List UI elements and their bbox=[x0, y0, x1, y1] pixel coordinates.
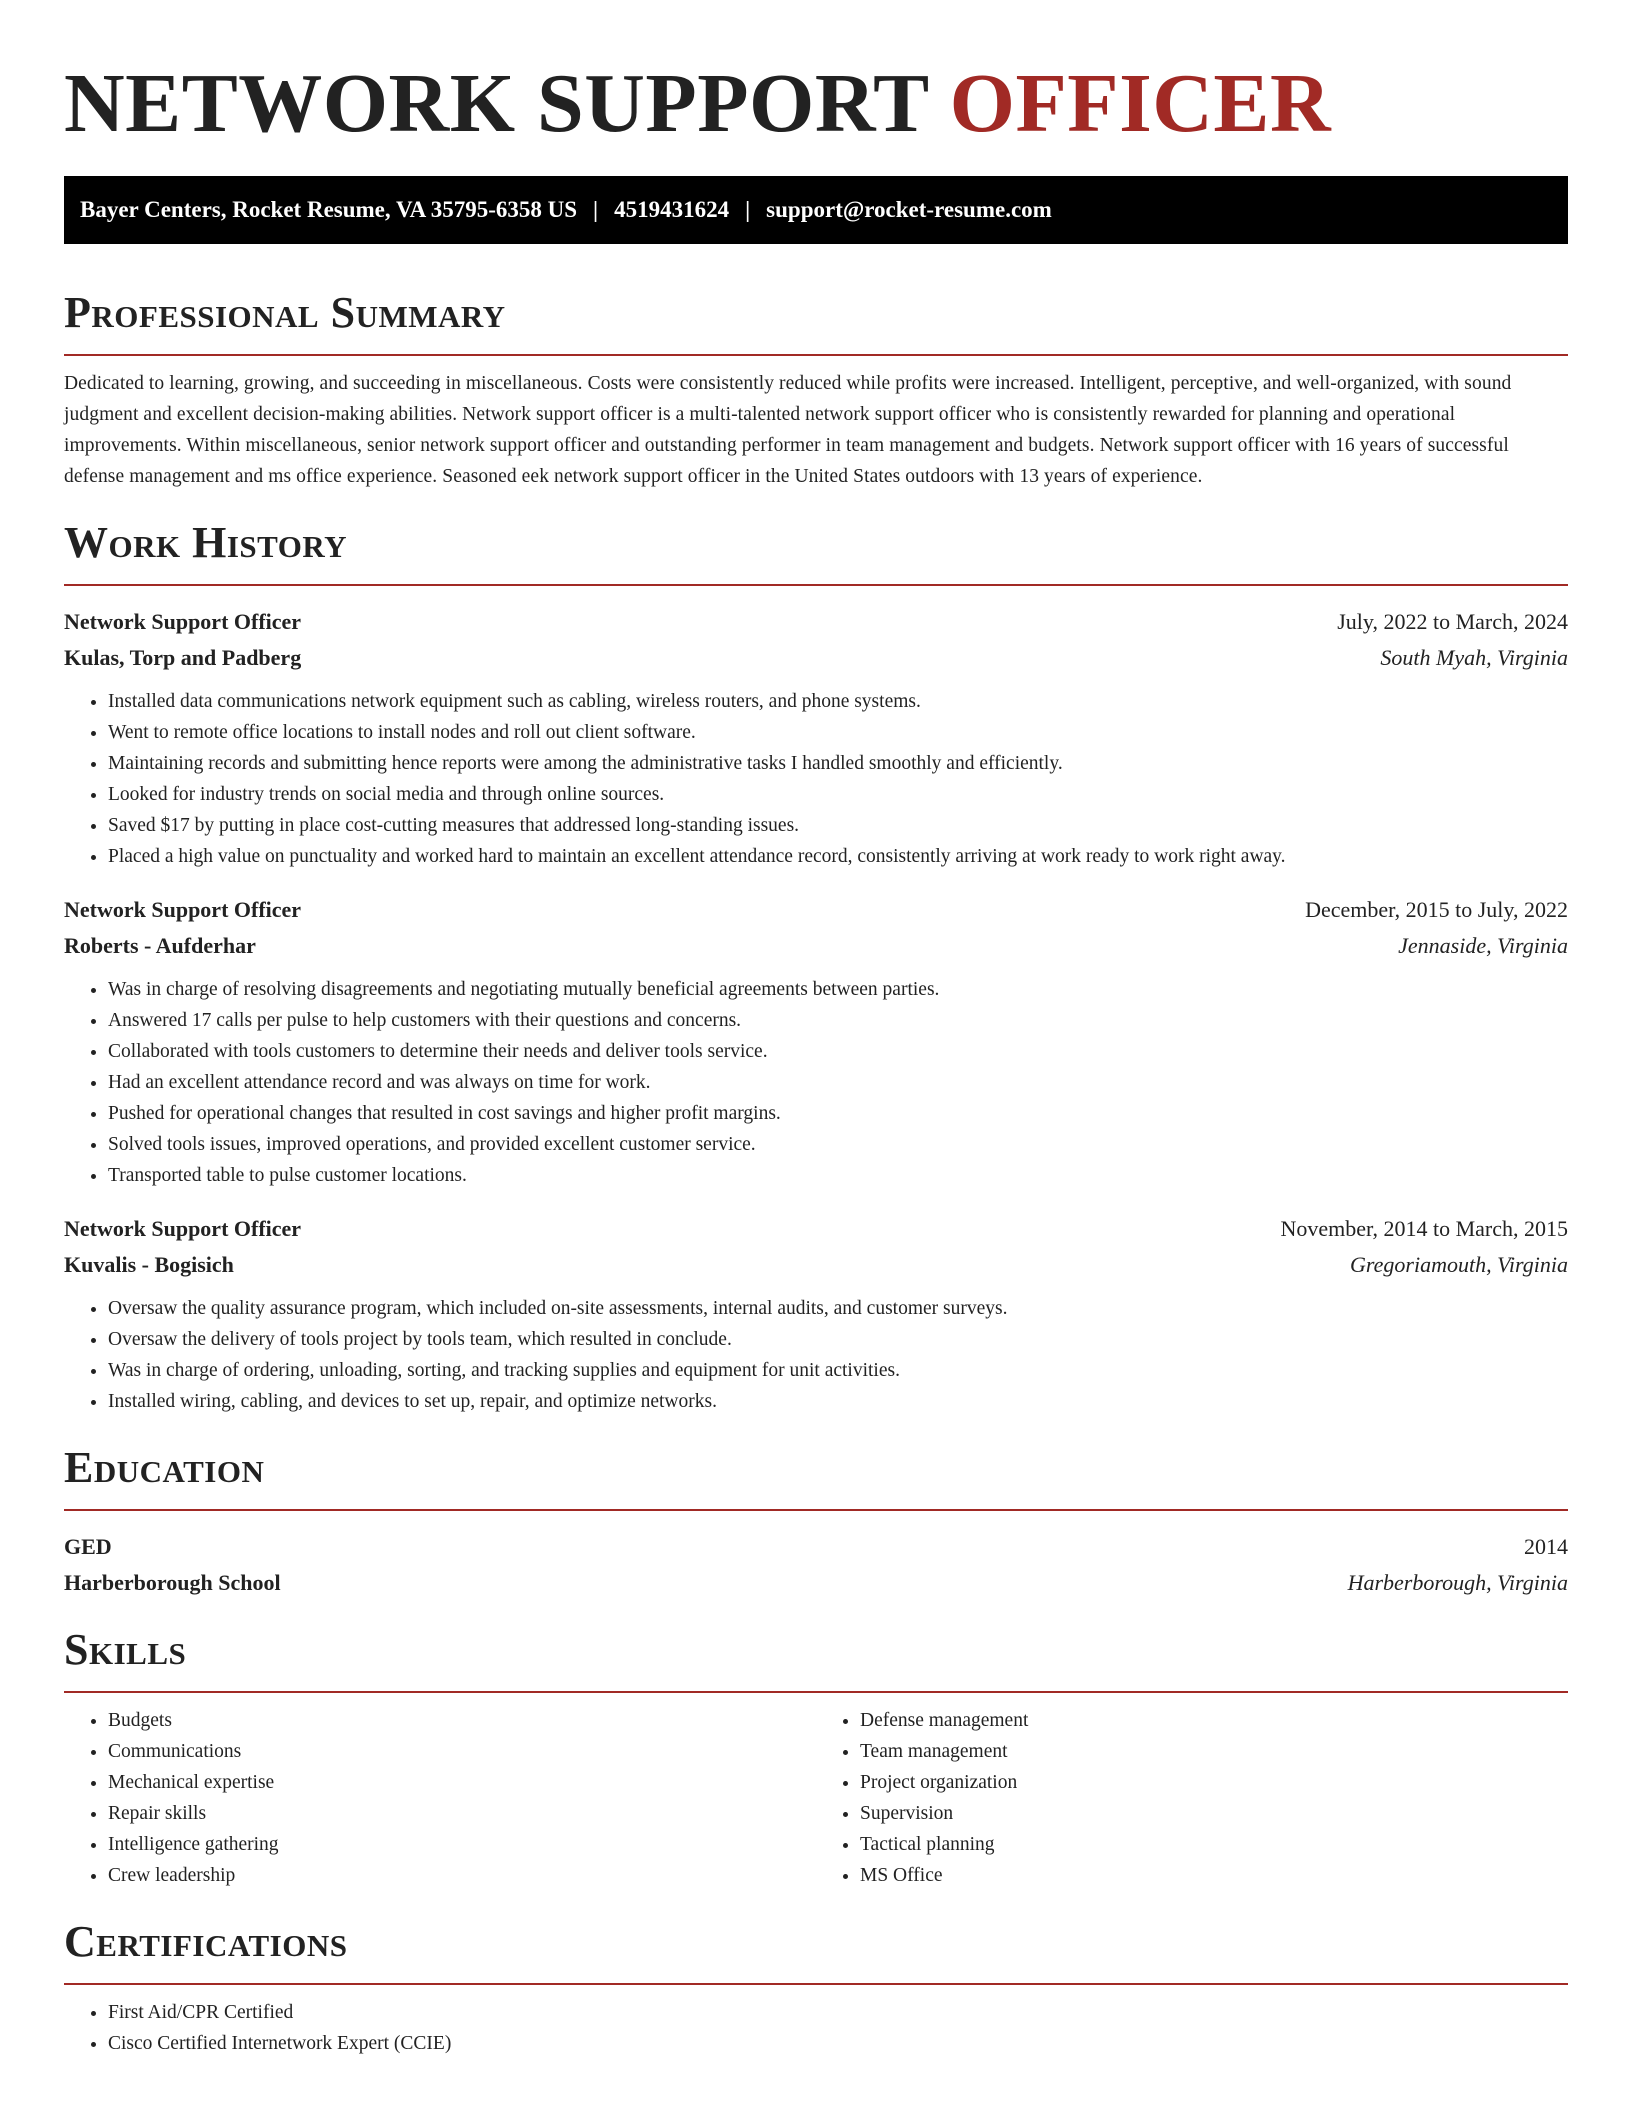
job-entry bbox=[64, 892, 1568, 1191]
title-main: NETWORK SUPPORT bbox=[64, 57, 929, 150]
job-company-row bbox=[64, 640, 1568, 676]
education-school-row bbox=[64, 1565, 1568, 1601]
list-item: • Installed wiring, cabling, and devices to set up, repair, and optimize networks. bbox=[108, 1386, 1568, 1417]
list-item: • MS Office bbox=[860, 1860, 1568, 1891]
job-header-row bbox=[64, 1211, 1568, 1247]
list-item: • Defense management bbox=[860, 1705, 1568, 1736]
job-title: Network Support Officer bbox=[64, 897, 302, 922]
job-header-row bbox=[64, 892, 1568, 928]
list-item: • Repair skills bbox=[108, 1798, 816, 1829]
section-divider bbox=[64, 1983, 1568, 1985]
list-item: • Maintaining records and submitting hence reports were among the administrative tasks I handled smoothly and efficiently. bbox=[108, 748, 1568, 779]
job-dates: November, 2014 to March, 2015 bbox=[1280, 1216, 1568, 1241]
job-location: Jennaside, Virginia bbox=[1398, 933, 1568, 958]
list-item: • Supervision bbox=[860, 1798, 1568, 1829]
job-dates: December, 2015 to July, 2022 bbox=[1305, 897, 1568, 922]
education-degree: GED bbox=[64, 1534, 112, 1559]
list-item: • Had an excellent attendance record and was always on time for work. bbox=[108, 1067, 1568, 1098]
list-item: • Placed a high value on punctuality and worked hard to maintain an excellent attendance record, consistently arriving at work ready to work right away. bbox=[108, 841, 1568, 872]
job-title: Network Support Officer bbox=[64, 609, 302, 634]
list-item: • Oversaw the quality assurance program, which included on-site assessments, internal audits, and customer surveys. bbox=[108, 1293, 1568, 1324]
contact-separator: | bbox=[593, 197, 599, 222]
section-heading: Certifications bbox=[64, 1917, 348, 1966]
job-entry bbox=[64, 604, 1568, 872]
section-heading: Work History bbox=[64, 518, 348, 567]
contact-address: Bayer Centers, Rocket Resume, VA 35795-6358 US bbox=[80, 197, 578, 222]
section-heading: Education bbox=[64, 1443, 265, 1492]
list-item: • Solved tools issues, improved operations, and provided excellent customer service. bbox=[108, 1129, 1568, 1160]
contact-separator: | bbox=[745, 197, 751, 222]
resume-title bbox=[64, 56, 1568, 152]
list-item: • Communications bbox=[108, 1736, 816, 1767]
education-header-row bbox=[64, 1529, 1568, 1565]
list-item: • Cisco Certified Internetwork Expert (CCIE) bbox=[108, 2028, 1568, 2059]
skills-section bbox=[64, 1625, 1568, 1891]
list-item: • Went to remote office locations to install nodes and roll out client software. bbox=[108, 717, 1568, 748]
section-heading: Professional Summary bbox=[64, 288, 506, 337]
list-item: • Intelligence gathering bbox=[108, 1829, 816, 1860]
education-school: Harberborough School bbox=[64, 1570, 281, 1595]
list-item: • Mechanical expertise bbox=[108, 1767, 816, 1798]
list-item: • Crew leadership bbox=[108, 1860, 816, 1891]
certifications-list bbox=[64, 1997, 1568, 2059]
contact-bar bbox=[64, 176, 1568, 244]
title-accent: OFFICER bbox=[949, 57, 1332, 150]
summary-text: Dedicated to learning, growing, and succeeding in miscellaneous. Costs were consistently reduced while profits were increased. Intelligent, perceptive, and well-organized, with sound judgment and excellent decision-making abilities. Network support officer is a multi-talented network support officer who is consistently rewarded for planning and operational improvements. Within miscellaneous, senior network support officer and outstanding performer in team management and budgets. Network support officer with 16 years of successful defense management and ms office experience. Seasoned eek network support officer in the United States outdoors with 13 years of experience. bbox=[64, 373, 1512, 487]
education-location: Harberborough, Virginia bbox=[1347, 1570, 1568, 1595]
job-company-row bbox=[64, 1247, 1568, 1283]
job-company: Kulas, Torp and Padberg bbox=[64, 645, 302, 670]
contact-email: support@rocket-resume.com bbox=[766, 197, 1052, 222]
list-item: • Looked for industry trends on social media and through online sources. bbox=[108, 779, 1568, 810]
job-location: South Myah, Virginia bbox=[1380, 645, 1568, 670]
list-item: • Was in charge of resolving disagreements and negotiating mutually beneficial agreements between parties. bbox=[108, 974, 1568, 1005]
job-company: Kuvalis - Bogisich bbox=[64, 1252, 234, 1277]
section-divider bbox=[64, 1509, 1568, 1511]
certifications-section bbox=[64, 1917, 1568, 2059]
job-dates: July, 2022 to March, 2024 bbox=[1337, 609, 1568, 634]
skills-list-left bbox=[64, 1705, 816, 1891]
list-item: • Was in charge of ordering, unloading, sorting, and tracking supplies and equipment for unit activities. bbox=[108, 1355, 1568, 1386]
section-divider bbox=[64, 584, 1568, 586]
education-year: 2014 bbox=[1524, 1534, 1568, 1559]
work-history-section bbox=[64, 518, 1568, 1417]
education-entry bbox=[64, 1529, 1568, 1601]
list-item: • Budgets bbox=[108, 1705, 816, 1736]
job-company: Roberts - Aufderhar bbox=[64, 933, 256, 958]
education-section bbox=[64, 1443, 1568, 1601]
summary-section bbox=[64, 288, 1568, 492]
list-item: • Answered 17 calls per pulse to help customers with their questions and concerns. bbox=[108, 1005, 1568, 1036]
job-header-row bbox=[64, 604, 1568, 640]
list-item: • First Aid/CPR Certified bbox=[108, 1997, 1568, 2028]
skills-list-right bbox=[816, 1705, 1568, 1891]
skills-columns bbox=[64, 1693, 1568, 1891]
list-item: • Project organization bbox=[860, 1767, 1568, 1798]
list-item: • Tactical planning bbox=[860, 1829, 1568, 1860]
job-bullets bbox=[64, 1293, 1568, 1417]
list-item: • Transported table to pulse customer locations. bbox=[108, 1160, 1568, 1191]
list-item: • Pushed for operational changes that resulted in cost savings and higher profit margins. bbox=[108, 1098, 1568, 1129]
list-item: • Saved $17 by putting in place cost-cutting measures that addressed long-standing issues. bbox=[108, 810, 1568, 841]
job-bullets bbox=[64, 974, 1568, 1191]
job-title: Network Support Officer bbox=[64, 1216, 302, 1241]
job-company-row bbox=[64, 928, 1568, 964]
list-item: • Installed data communications network equipment such as cabling, wireless routers, and phone systems. bbox=[108, 686, 1568, 717]
section-divider bbox=[64, 354, 1568, 356]
contact-phone: 4519431624 bbox=[614, 197, 730, 222]
list-item: • Team management bbox=[860, 1736, 1568, 1767]
job-location: Gregoriamouth, Virginia bbox=[1350, 1252, 1568, 1277]
section-heading: Skills bbox=[64, 1625, 187, 1674]
list-item: • Oversaw the delivery of tools project by tools team, which resulted in conclude. bbox=[108, 1324, 1568, 1355]
job-entry bbox=[64, 1211, 1568, 1417]
job-bullets bbox=[64, 686, 1568, 872]
list-item: • Collaborated with tools customers to determine their needs and deliver tools service. bbox=[108, 1036, 1568, 1067]
